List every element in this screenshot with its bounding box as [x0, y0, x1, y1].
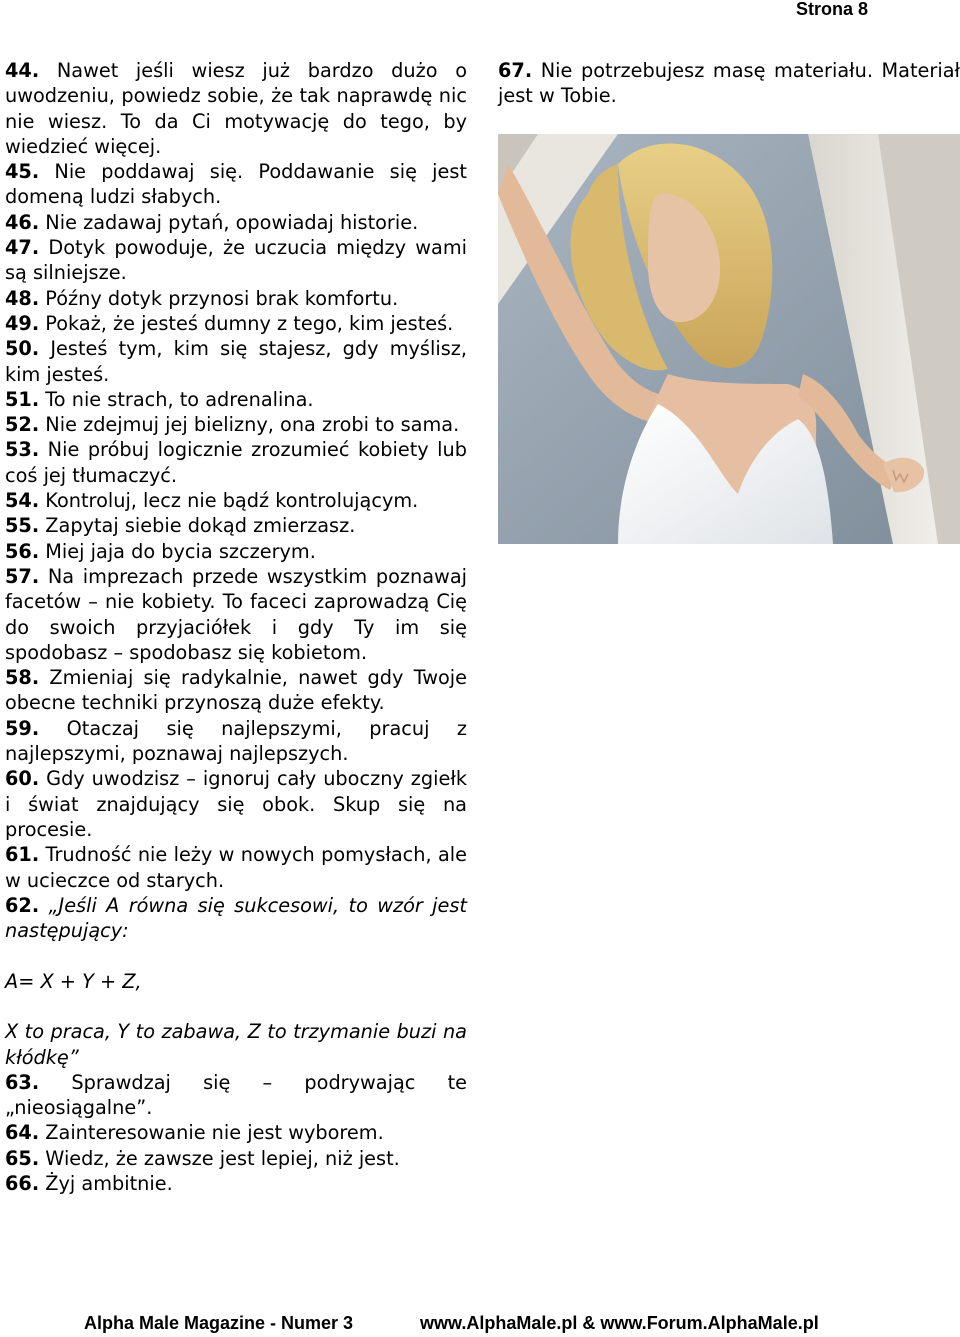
item-text: Otaczaj się najlepszymi, pracuj z najlepszymi, poznawaj najlepszych. — [5, 716, 467, 766]
list-item — [5, 1171, 467, 1196]
item-text: Dotyk powoduje, że uczucia między wami są silniejsze. — [5, 236, 467, 285]
item-number: 58. — [5, 666, 40, 690]
formula-explanation: X to praca, Y to zabawa, Z to trzymanie buzi na kłódkę” — [5, 1020, 467, 1069]
item-number: 56. — [5, 539, 40, 563]
item-number: 54. — [5, 489, 40, 513]
item-number: 51. — [5, 387, 40, 411]
item-number: 60. — [5, 767, 40, 791]
item-number: 52. — [5, 413, 40, 437]
item-number: 66. — [5, 1172, 40, 1196]
list-item — [5, 842, 467, 893]
item-number: 49. — [5, 311, 40, 335]
item-text: Sprawdzaj się – podrywając te „nieosiągalne”. — [5, 1070, 467, 1120]
spacer — [5, 994, 467, 1019]
item-text: Kontroluj, lecz nie bądź kontrolującym. — [39, 489, 419, 513]
list-item — [5, 716, 467, 767]
list-item — [5, 210, 467, 235]
list-item — [5, 437, 467, 488]
item-number: 65. — [5, 1146, 40, 1170]
list-item — [5, 311, 467, 336]
item-number: 50. — [5, 337, 40, 361]
right-column — [498, 58, 960, 109]
item-text: Późny dotyk przynosi brak komfortu. — [39, 286, 399, 310]
list-item — [5, 336, 467, 387]
item-number: 67. — [498, 59, 533, 82]
item-text: Nawet jeśli wiesz już bardzo dużo o uwodzeniu, powiedz sobie, że tak naprawdę nic nie wiesz. To da Ci motywację do tego, by wiedzieć więcej. — [5, 59, 467, 158]
item-text: Zapytaj siebie dokąd zmierzasz. — [39, 514, 356, 538]
item-number: 45. — [5, 160, 40, 184]
item-text: To nie strach, to adrenalina. — [39, 387, 314, 411]
list-item — [5, 665, 467, 716]
item-text: Pokaż, że jesteś dumny z tego, kim jesteś. — [39, 311, 454, 335]
list-item — [5, 387, 467, 412]
item-number: 61. — [5, 843, 40, 867]
item-number: 48. — [5, 286, 40, 310]
item-text: Jesteś tym, kim się stajesz, gdy myślisz, kim jesteś. — [5, 337, 467, 386]
item-text: Trudność nie leży w nowych pomysłach, ale w ucieczce od starych. — [5, 843, 467, 892]
list-item — [5, 235, 467, 286]
item-text: Miej jaja do bycia szczerym. — [39, 539, 316, 563]
item-number: 47. — [5, 236, 40, 260]
list-item — [5, 766, 467, 842]
item-text: Nie poddawaj się. Poddawanie się jest domeną ludzi słabych. — [5, 160, 467, 209]
list-item — [5, 564, 467, 665]
formula: A= X + Y + Z, — [5, 969, 142, 993]
item-number: 59. — [5, 716, 40, 740]
list-item — [5, 286, 467, 311]
list-item — [5, 1120, 467, 1145]
item-text: Gdy uwodzisz – ignoruj cały uboczny zgiełk i świat znajdujący się obok. Skup się na procesie. — [5, 767, 467, 841]
item-number: 53. — [5, 438, 40, 462]
item-text: Nie zadawaj pytań, opowiadaj historie. — [39, 210, 419, 234]
footer-magazine: Alpha Male Magazine - Numer 3 — [84, 1313, 354, 1333]
list-item — [5, 488, 467, 513]
list-item — [5, 1070, 467, 1121]
item-number: 46. — [5, 210, 40, 234]
footer — [0, 1313, 960, 1337]
list-item — [5, 1146, 467, 1171]
footer-urls: www.AlphaMale.pl & www.Forum.AlphaMale.pl — [420, 1313, 819, 1333]
item-text: Nie próbuj logicznie zrozumieć kobiety lub coś jej tłumaczyć. — [5, 438, 467, 487]
spacer — [5, 943, 467, 968]
item-number: 55. — [5, 514, 40, 538]
list-item — [5, 58, 467, 159]
item-number: 62. — [5, 893, 40, 917]
item-text: Żyj ambitnie. — [39, 1172, 173, 1196]
item-number: 57. — [5, 564, 40, 588]
item-text: Na imprezach przede wszystkim poznawaj facetów – nie kobiety. To faceci zaprowadzą Cię do swoich przyjaciółek i gdy Ty im się spodobasz – spodobasz się kobietom. — [5, 564, 467, 664]
list-item — [5, 412, 467, 437]
list-item — [5, 159, 467, 210]
item-text: Zainteresowanie nie jest wyborem. — [39, 1121, 384, 1145]
item-number: 44. — [5, 59, 40, 82]
photo-illustration — [498, 134, 960, 544]
model-photo — [498, 134, 960, 544]
item-text: Nie potrzebujesz masę materiału. Materiał jest w Tobie. — [498, 59, 960, 108]
page-number: Strona 8 — [795, 0, 868, 19]
left-column — [5, 58, 467, 1196]
list-item — [5, 893, 467, 944]
list-item — [498, 58, 960, 109]
item-number: 64. — [5, 1121, 40, 1145]
list-item — [5, 513, 467, 538]
item-text: Zmieniaj się radykalnie, nawet gdy Twoje obecne techniki przynoszą duże efekty. — [5, 666, 467, 715]
list-item — [5, 539, 467, 564]
item-text-italic: „Jeśli A równa się sukcesowi, to wzór jest następujący: — [5, 893, 467, 943]
item-text: Nie zdejmuj jej bielizny, ona zrobi to sama. — [39, 413, 460, 437]
item-text: Wiedz, że zawsze jest lepiej, niż jest. — [39, 1146, 400, 1170]
item-number: 63. — [5, 1070, 40, 1094]
